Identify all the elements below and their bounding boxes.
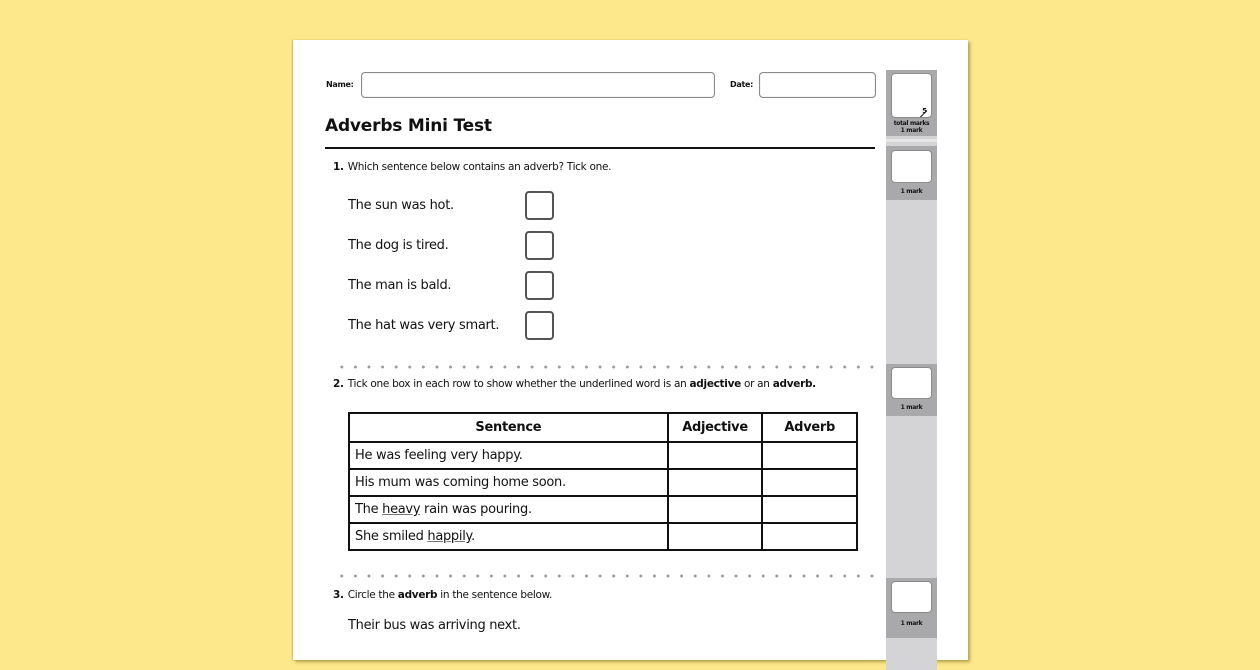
adjective-tick-cell[interactable]	[668, 496, 763, 523]
total-marks-block	[886, 70, 937, 136]
header-adjective: Adjective	[668, 413, 763, 442]
adjective-tick-cell[interactable]	[668, 469, 763, 496]
title-divider	[325, 147, 875, 149]
total-marks-label: total marks	[893, 120, 930, 127]
question-1-number: 1.	[333, 161, 344, 173]
q1-tick-box-2[interactable]	[525, 231, 554, 260]
keyword-adverb: adverb	[397, 589, 438, 601]
mark-box[interactable]	[891, 581, 932, 613]
mark-block	[886, 364, 937, 416]
sentence-cell	[349, 469, 668, 496]
question-2-text: Tick one box in each row to show whether the underlined word is an	[347, 378, 690, 390]
sentence-text-post: .	[471, 529, 475, 544]
question-2-prompt	[333, 378, 816, 390]
q1-tick-box-1[interactable]	[525, 191, 554, 220]
adverb-tick-cell[interactable]	[762, 469, 857, 496]
underlined-word: heavy	[382, 502, 421, 517]
question-1-text: Which sentence below contains an adverb? Tick one.	[347, 161, 612, 173]
keyword-adverb: adverb.	[772, 378, 816, 390]
question-3-prompt	[333, 589, 552, 601]
mark-box[interactable]	[891, 150, 932, 183]
table-row	[349, 496, 857, 523]
q1-tick-box-4[interactable]	[525, 311, 554, 340]
dotted-divider	[335, 574, 883, 578]
question-2-number: 2.	[333, 378, 344, 390]
total-marks-box[interactable]	[891, 73, 932, 118]
mark-label: 1 mark	[900, 404, 923, 411]
underlined-word: happily	[427, 529, 472, 544]
date-field[interactable]	[759, 72, 876, 98]
sentence-cell	[349, 442, 668, 469]
panel-separator	[886, 139, 937, 142]
worksheet-page	[293, 40, 968, 660]
name-field[interactable]	[361, 72, 715, 98]
question-1-prompt	[333, 161, 611, 173]
question-3-number: 3.	[333, 589, 344, 601]
adjective-tick-cell[interactable]	[668, 442, 763, 469]
table-row	[349, 469, 857, 496]
sentence-text-post: rain was pouring.	[420, 502, 532, 517]
sentence-text: He was feeling very happy.	[355, 448, 523, 463]
q1-option-3: The man is bald.	[348, 278, 452, 293]
sentence-text: The	[355, 502, 383, 517]
adverb-tick-cell[interactable]	[762, 496, 857, 523]
mark-label: 1 mark	[900, 620, 923, 627]
date-label: Date:	[730, 80, 753, 89]
question-2-text-mid: or an	[740, 378, 773, 390]
page-title: Adverbs Mini Test	[325, 116, 492, 136]
mark-label: 1 mark	[900, 188, 923, 195]
adjective-tick-cell[interactable]	[668, 523, 763, 550]
marks-panel	[886, 70, 937, 670]
sentence-cell	[349, 496, 668, 523]
q1-option-1: The sun was hot.	[348, 198, 454, 213]
mark-box[interactable]	[891, 367, 932, 399]
total-marks-number: 5	[922, 107, 927, 115]
question-3-text-post: in the sentence below.	[437, 589, 552, 601]
q1-mark-label: 1 mark	[900, 127, 923, 134]
question-3-text: Circle the	[347, 589, 398, 601]
sentence-text: She smiled	[355, 529, 428, 544]
adverb-tick-cell[interactable]	[762, 523, 857, 550]
q1-tick-box-3[interactable]	[525, 271, 554, 300]
header-sentence: Sentence	[349, 413, 668, 442]
sentence-text: His mum was coming home soon.	[355, 475, 566, 490]
adjective-adverb-table	[348, 412, 858, 551]
adverb-tick-cell[interactable]	[762, 442, 857, 469]
mark-block	[886, 146, 937, 200]
q3-sentence[interactable]: Their bus was arriving next.	[348, 618, 521, 633]
name-label: Name:	[326, 80, 354, 89]
table-row	[349, 523, 857, 550]
header-adverb: Adverb	[762, 413, 857, 442]
q1-option-2: The dog is tired.	[348, 238, 449, 253]
q1-option-4: The hat was very smart.	[348, 318, 500, 333]
sentence-cell	[349, 523, 668, 550]
table-row	[349, 442, 857, 469]
keyword-adjective: adjective	[689, 378, 741, 390]
mark-block	[886, 578, 937, 638]
dotted-divider	[335, 365, 883, 369]
